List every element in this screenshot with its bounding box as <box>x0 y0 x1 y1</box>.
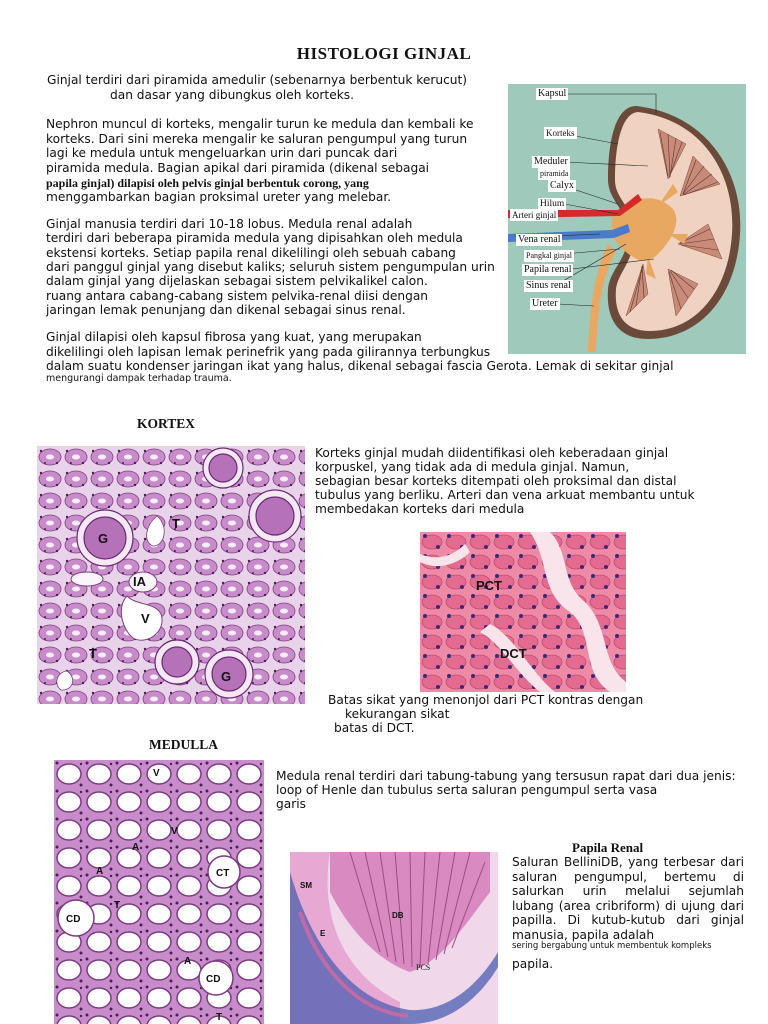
medulla-micrograph <box>54 760 264 1024</box>
para2-line-4: piramida medula. Bagian apikal dari piramida (dikenal sebagai <box>46 161 430 175</box>
papila-label-pcs: PCS <box>416 963 431 972</box>
medulla-label-cd1: CD <box>66 914 81 925</box>
kortex-label-ia: IA <box>133 574 146 589</box>
papila-last-line: papila. <box>512 957 554 971</box>
diagram-label-calyx: Calyx <box>550 180 574 191</box>
intro-line-2: dan dasar yang dibungkus oleh korteks. <box>110 88 354 102</box>
para4-small-line: mengurangi dampak terhadap trauma. <box>46 373 232 384</box>
kortex-heading: KORTEX <box>137 416 196 431</box>
medulla-label-a2: A <box>96 866 104 877</box>
pct-caption-3: batas di DCT. <box>334 721 415 735</box>
medulla-label-v2: V <box>171 826 178 837</box>
medulla-label-a3: A <box>184 956 192 967</box>
kortex-label-t2: T <box>89 646 97 661</box>
diagram-label-arteri: Arteri ginjal <box>512 210 557 220</box>
medulla-label-cd2: CD <box>206 974 221 985</box>
pct-dct-micrograph <box>420 532 626 692</box>
kortex-text-5: membedakan korteks dari medula <box>315 502 525 516</box>
papila-small-line: sering bergabung untuk membentuk kompleks <box>512 941 712 951</box>
para3-line-6: ruang antara cabang-cabang sistem pelvika-renal diisi dengan <box>46 289 429 303</box>
diagram-label-pangkal: Pangkal ginjal <box>526 251 572 260</box>
para3-line-1: Ginjal manusia terdiri dari 10-18 lobus. Medula renal adalah <box>46 217 413 231</box>
diagram-label-meduler: Meduler <box>534 156 568 167</box>
kortex-label-v: V <box>141 611 150 626</box>
papila-text: Saluran BelliniDB, yang terbesar dari saluran pengumpul, bertemu di salurkan urin melalui sejumlah lubang (area cribriform) di ujung dari papilla. Di kutub-kutub dari ginjal manusia, papila adalah <box>512 855 744 942</box>
diagram-label-sinus: Sinus renal <box>526 280 571 291</box>
para2-line-3: lagi ke medula untuk mengeluarkan urin dari puncak dari <box>46 146 398 160</box>
medulla-label-a1: A <box>132 842 140 853</box>
kortex-label-g1: G <box>98 531 109 546</box>
papila-label-db: DB <box>392 911 404 920</box>
kidney-diagram <box>508 84 746 354</box>
medulla-text-3: garis <box>276 797 306 811</box>
medulla-text-2: loop of Henle dan tubulus serta saluran pengumpul serta vasa <box>276 783 658 797</box>
papila-label-e: E <box>320 929 326 938</box>
papila-micrograph <box>290 852 498 1024</box>
para4-line-1: Ginjal dilapisi oleh kapsul fibrosa yang kuat, yang merupakan <box>46 330 422 344</box>
kortex-micrograph <box>37 446 305 704</box>
diagram-label-korteks: Korteks <box>546 128 575 138</box>
para2-line-last: menggambarkan bagian proksimal ureter yang melebar. <box>46 190 392 204</box>
kortex-text-4: tubulus yang berliku. Arteri dan vena arkuat membantu untuk <box>315 488 695 502</box>
kortex-text-3: sebagian besar korteks ditempati oleh proksimal dan distal <box>315 474 677 488</box>
para3-line-5: dalam ginjal yang dijelaskan sebagai sistem pelvikalikel calon. <box>46 274 428 288</box>
para3-line-4: dari panggul ginjal yang disebut kaliks; seluruh sistem pengumpulan urin <box>46 260 495 274</box>
diagram-label-papila: Papila renal <box>524 264 572 275</box>
kortex-label-g2: G <box>221 669 232 684</box>
page-title: HISTOLOGI GINJAL <box>296 44 472 63</box>
intro-line-1: Ginjal terdiri dari piramida amedulir (sebenarnya berbentuk kerucut) <box>47 73 468 87</box>
papila-label-sm: SM <box>300 881 312 890</box>
medulla-label-v1: V <box>153 768 160 779</box>
para2-line-1: Nephron muncul di korteks, mengalir turun ke medula dan kembali ke <box>46 117 474 131</box>
para2-line-2: korteks. Dari sini mereka mengalir ke saluran pengumpul yang turun <box>46 132 468 146</box>
para4-line-3: dalam suatu kondenser jaringan ikat yang halus, dikenal sebagai fascia Gerota. Lemak di sekitar ginjal <box>46 359 674 373</box>
pct-caption-1: Batas sikat yang menonjol dari PCT kontras dengan <box>328 693 644 707</box>
diagram-label-hilum: Hilum <box>540 199 565 209</box>
medulla-label-t2: T <box>216 1012 223 1023</box>
diagram-label-vena: Vena renal <box>518 234 561 245</box>
medulla-label-ct1: CT <box>216 868 230 879</box>
pct-caption-2: kekurangan sikat <box>345 707 450 721</box>
pct-label: PCT <box>476 578 502 593</box>
medulla-text-1: Medula renal terdiri dari tabung-tabung yang tersusun rapat dari dua jenis: <box>276 769 736 783</box>
dct-label: DCT <box>500 646 527 661</box>
papila-heading: Papila Renal <box>572 840 644 855</box>
kortex-text-2: korpuskel, yang tidak ada di medula ginjal. Namun, <box>315 460 630 474</box>
kortex-label-t1: T <box>172 516 180 531</box>
medulla-heading: MEDULLA <box>149 737 219 752</box>
para3-line-2: terdiri dari beberapa piramida medula yang dipisahkan oleh medula <box>46 231 463 245</box>
kortex-text-1: Korteks ginjal mudah diidentifikasi oleh keberadaan ginjal <box>315 446 669 460</box>
para3-line-3: ekstensi korteks. Setiap papila renal dikelilingi oleh sebuah cabang <box>46 246 456 260</box>
para4-line-2: dikelilingi oleh lapisan lemak perinefrik yang pada gilirannya terbungkus <box>46 345 491 359</box>
diagram-label-ureter: Ureter <box>532 298 558 309</box>
para3-line-7: jaringan lemak penunjang dan dikenal sebagai sinus renal. <box>46 303 406 317</box>
para2-serif-line: papila ginjal) dilapisi oleh pelvis ginjal berbentuk corong, yang <box>46 176 369 190</box>
medulla-label-t1: T <box>114 900 121 911</box>
diagram-label-piramida: piramida <box>540 169 569 178</box>
diagram-label-kapsul: Kapsul <box>538 88 567 99</box>
